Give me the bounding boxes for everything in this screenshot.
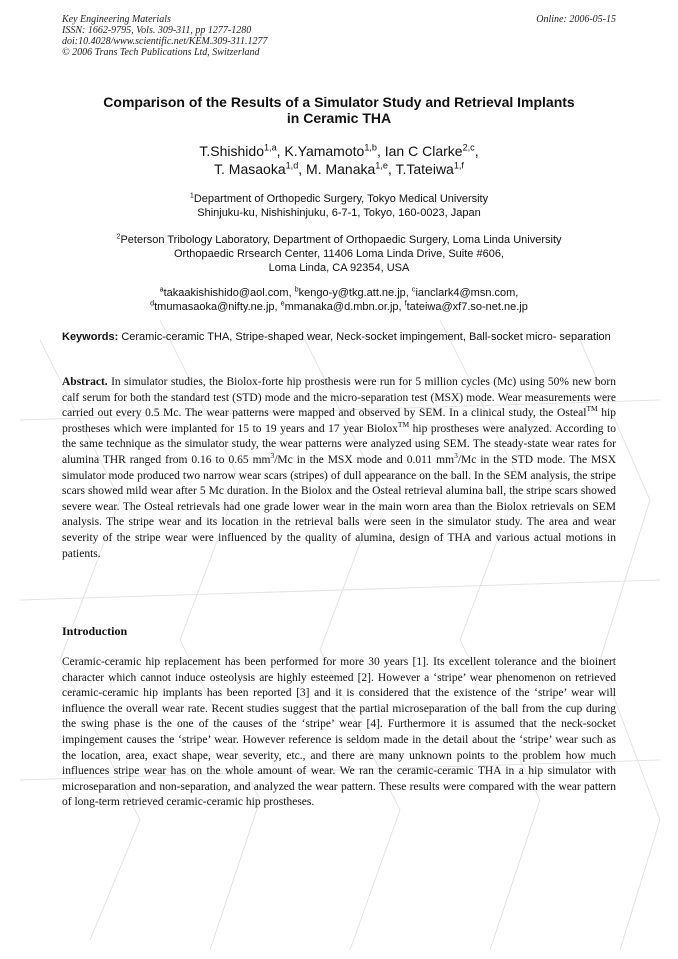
author-line-2 [62,160,616,178]
author-list [62,142,616,178]
abstract-label: Abstract. [62,376,108,388]
email-c: ianclark4@msn.com, [415,287,519,299]
email-d: tmumasaoka@nifty.ne.jp, [154,301,278,313]
email-f: tateiwa@xf7.so-net.ne.jp [406,301,528,313]
author-line-1 [62,142,616,160]
author-affiliation-mark: 2,c [462,142,475,153]
affiliation-number: 2 [116,232,121,241]
affiliation-1 [62,192,616,220]
affiliation-number: 1 [189,191,194,200]
abstract: Abstract. In simulator studies, the Biolox-forte hip prosthesis were run for 5 million cycles (Mc) using 50% new born calf serum for both the standard test (STD) mode and the micro-separation test (MSX) mode. Wear measurements were carried out every 0.5 Mc. The wear patterns were mapped and observed by SEM. In a clinical study, the Osteal™ hip prostheses which were implanted for 15 to 19 years and 17 year Biolox™ hip prostheses were analyzed. According to the same technique as the simulator study, the wear patterns were analyzed using SEM. The steady-state wear rates for alumina THR ranged from 0.16 to 0.65 $mm^3/Mc$ in the MSX mode and 0.011 $mm^3/Mc$ in the STD mode. The MSX simulator mode produced two narrow wear scars (stripes) of dull appearance on the ball. In the SEM analysis, the stripe scars showed mild wear after 5 Mc duration. In the Biolox and the Osteal retrieval alumina ball, the stripe scars showed severe wear. The Osteal retrievals had one grade lower wear in the main worn area than the Biolox retrievals on SEM analysis. The stripe wear and its location in the retrieval balls were seen in the simulator study. The area and wear severity of the stripe wear were influenced by the quality of alumina, design of THA and various actual motions in patients. [62,376,617,560]
keywords-text: Ceramic-ceramic THA, Stripe-shaped wear, Neck-socket impingement, Ball-socket micro- separation [121,331,611,343]
copyright-line: © 2006 Trans Tech Publications Ltd, Switzerland [62,47,260,58]
author-separator: , [474,143,479,159]
title-line-2: in Ceramic THA [286,110,392,126]
author-affiliation-mark: 1,f [453,160,464,171]
author-affiliation-mark: 1,a [263,142,277,153]
keywords [62,330,616,344]
author-emails: $^a$takaakishishido@aol.com, $^b$kengo-y@tkg.att.ne.jp, $^c$ianclark4@msn.com, $^d$tmumasaoka@nifty.ne.jp, $^e$mmanaka@d.mbn.or.jp, $^f$tateiwa@xf7.so-net.ne.jp [150,285,528,313]
journal-header [62,14,616,58]
author-name: T.Tateiwa [395,161,454,177]
author-name: T.Shishido [199,143,264,159]
issn-line: ISSN: 1662-9795, Vols. 309-311, pp 1277-1280 [62,25,252,36]
author-separator: , [376,143,385,159]
author-name: M. Manaka [306,161,376,177]
author-separator: , [387,161,396,177]
introduction-heading: Introduction [62,624,128,638]
journal-name: Key Engineering Materials [62,14,171,25]
author-name: T. Masaoka [214,161,286,177]
introduction-text: Ceramic-ceramic hip replacement has been performed for more 30 years [1]. Its excellent tolerance and the bioinert character which cannot induce osteolysis are highly esteemed [2]. However a ‘stripe’ wear phenomenon on retrieved ceramic-ceramic hip implants has been reported [3] and it is considered that the existence of the ‘stripe’ wear will influence the overall wear rate. Recent studies suggest that the partial microseparation of the ball from the cup during the swing phase is the one of the causes of the ‘stripe’ wear [4]. Furthermore it is assumed that the neck-socket impingement causes the ‘stripe’ wear. However reference is seldom made in the detail about the ‘stripe’ wear such as the location, area, exact shape, wear severity, etc., and there are many unknown points to the problem how much influences stripe wear has on the whole amount of wear. We ran the ceramic-ceramic THA in a hip simulator with microseparation and non-separation, and analyzed the wear pattern. These results were compared with the wear pattern of long-term retrieved ceramic-ceramic hip prostheses. [62,656,616,809]
author-name: K.Yamamoto [284,143,365,159]
affiliation-line: Loma Linda, CA 92354, USA [268,262,410,274]
author-affiliation-mark: 1,d [285,160,299,171]
author-affiliation-mark: 1,e [375,160,388,171]
author-separator: , [298,161,307,177]
email-a: takaakishishido@aol.com, [163,287,292,299]
author-affiliation-mark: 1,b [364,142,377,153]
author-separator: , [276,143,285,159]
keywords-label: Keywords: [62,331,119,343]
affiliation-2 [62,233,616,275]
author-name: Ian C Clarke [384,143,463,159]
affiliation-line: Peterson Tribology Laboratory, Department of Orthopaedic Surgery, Loma Linda University [120,234,562,246]
affiliation-line: Department of Orthopedic Surgery, Tokyo Medical University [193,193,489,205]
affiliation-line: Orthopaedic Rrsearch Center, 11406 Loma Linda Drive, Suite #606, [174,248,504,260]
paper-title [62,94,616,126]
email-b: kengo-y@tkg.att.ne.jp, [298,287,409,299]
title-line-1: Comparison of the Results of a Simulator Study and Retrieval Implants [103,94,575,110]
doi-line: doi:10.4028/www.scientific.net/KEM.309-311.1277 [62,36,268,47]
affiliation-line: Shinjuku-ku, Nishishinjuku, 6-7-1, Tokyo, 160-0023, Japan [197,207,481,219]
email-e: mmanaka@d.mbn.or.jp, [284,301,402,313]
online-date: Online: 2006-05-15 [536,14,616,25]
